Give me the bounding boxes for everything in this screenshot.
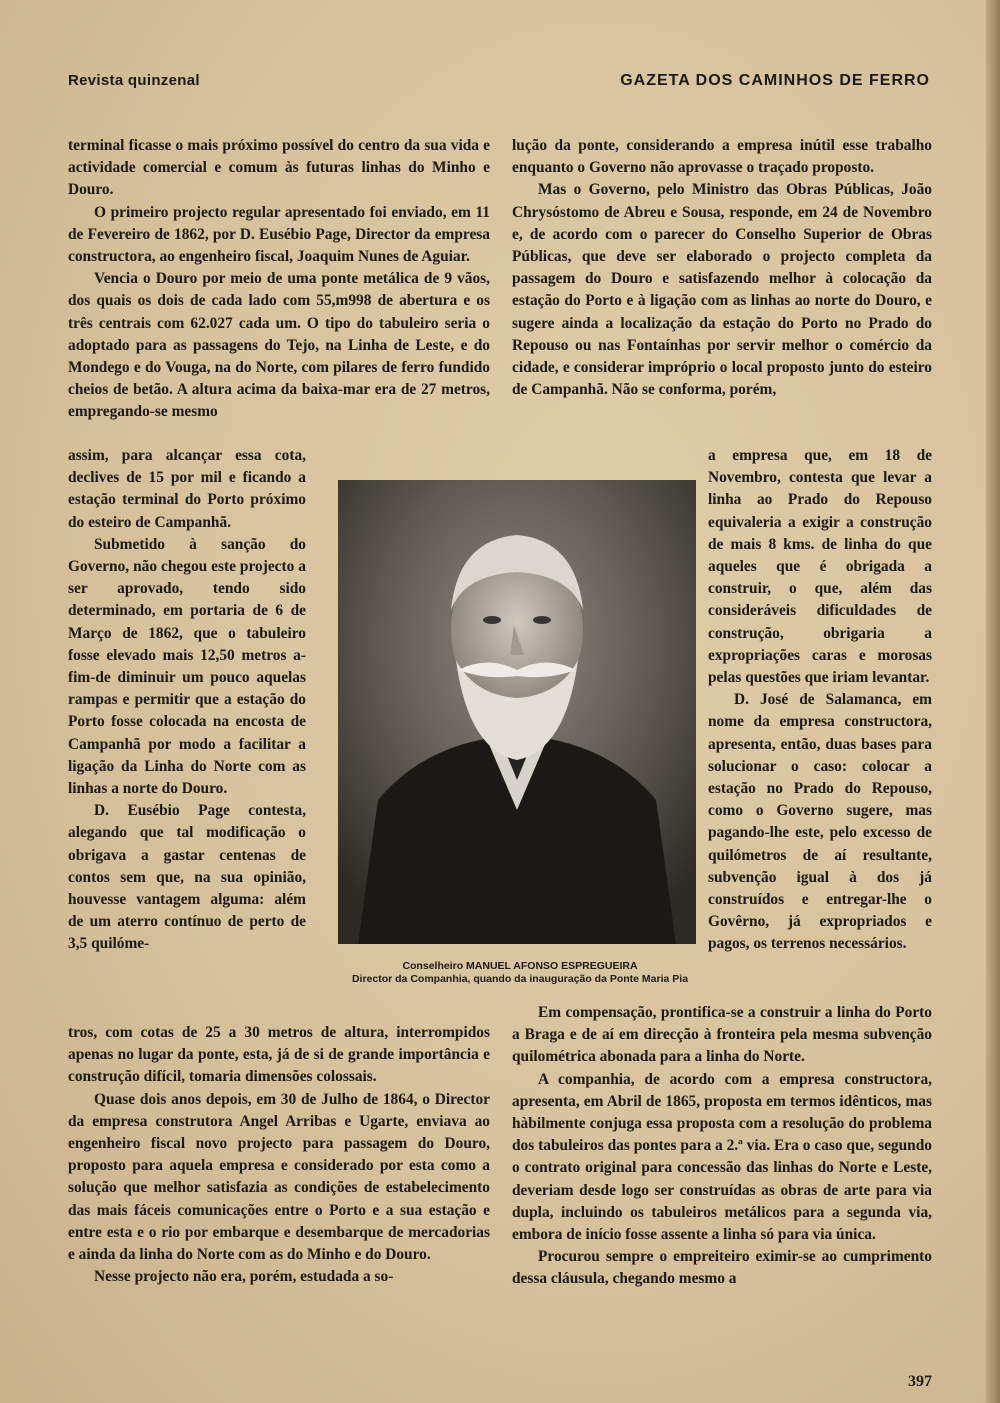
paragraph: Em compensação, prontifica-se a construir a linha do Porto a Braga e de aí em direcção à fronteira pela mesma subvenção quilométrica abonada para a linha do Norte. [512, 1004, 932, 1066]
paragraph: Procurou sempre o empreiteiro eximir-se ao cumprimento dessa cláusula, chegando mesmo a [512, 1248, 932, 1288]
photo-caption [300, 960, 740, 986]
running-header-left: Revista quinzenal [68, 72, 200, 89]
paragraph: a empresa que, em 18 de Novembro, contesta que levar a linha ao Prado do Repouso equivaleria a exigir a construção de mais 8 kms. de linha do que aqueles que é obrigada a construir, o que, além das consideráveis dificuldades de construção, obrigaria a expropriações caras e morosas pelas questões que iriam levantar. [708, 447, 932, 687]
caption-line-name: Conselheiro MANUEL AFONSO ESPREGUEIRA [402, 960, 638, 972]
right-column-wrap [708, 445, 932, 956]
caption-line-title: Director da Companhia, quando da inauguração da Ponte Maria Pia [351, 973, 689, 985]
left-column-top [68, 135, 490, 424]
paragraph: lução da ponte, considerando a empresa inútil esse trabalho enquanto o Governo não aprovasse o traçado proposto. [512, 137, 932, 177]
paragraph: O primeiro projecto regular apresentado foi enviado, em 11 de Fevereiro de 1862, por D. Eusébio Page, Director da empresa constructora, ao engenheiro fiscal, Joaquim Nunes de Aguiar. [68, 203, 490, 266]
left-column-wrap [68, 445, 306, 956]
paragraph: D. Eusébio Page contesta, alegando que tal modificação o obrigava a gastar centenas de contos sem que, na sua opinião, houvesse vantagem alguma: além de um aterro contínuo de perto de 3,5 quilóme- [68, 802, 306, 953]
page-spine-shadow [986, 0, 1000, 1403]
paragraph: Submetido à sanção do Governo, não chegou este projecto a ser aprovado, tendo sido determinado, em portaria de 6 de Março de 1862, que o tabuleiro fosse elevado mais 12,50 metros a-fim-de diminuir um pouco aquelas rampas e permitir que a estação do Porto fosse colocada na encosta de Campanhã por modo a facilitar a ligação da Linha do Norte com as linhas a norte do Douro. [68, 535, 306, 798]
paragraph: Nesse projecto não era, porém, estudada a so- [94, 1268, 394, 1286]
paragraph: assim, para alcançar essa cota, declives de 15 por mil e ficando a estação terminal do Porto próximo do esteiro de Campanhã. [68, 447, 306, 531]
paragraph: D. José de Salamanca, em nome da empresa constructora, apresenta, então, duas bases para solucionar o caso: colocar a estação no Prado do Repouso, como o Governo sugere, mas pagando-lhe este, pelo excesso de quilómetros de aí resultante, subvenção igual à dos já construídos e entregar-lhe o Govêrno, já expropriados e pagos, os terrenos necessários. [708, 691, 932, 953]
paragraph: A companhia, de acordo com a empresa constructora, apresenta, em Abril de 1865, proposta em termos idênticos, mas hàbilmente conjuga essa proposta com a resolução do problema dos tabuleiros das pontes para a 2.ª via. Era o caso que, segundo o contrato original para concessão das linhas do Norte e Leste, deveriam desde logo ser construídas as obras de arte para via dupla, incluindo os tabuleiros metálicos para a segunda via, embora de início fosse assente a linha só para via única. [512, 1070, 932, 1244]
page-number: 397 [908, 1373, 932, 1390]
portrait-photo [338, 480, 696, 944]
paragraph: tros, com cotas de 25 a 30 metros de altura, interrompidos apenas no lugar da ponte, esta, já de si de grande importância e construção difícil, tomaria dimensões colossais. [68, 1024, 490, 1086]
paragraph: Quase dois anos depois, em 30 de Julho de 1864, o Director da empresa construtora Angel Arribas e Ugarte, enviava ao engenheiro fiscal novo projecto para passagem do Douro, proposto para aquela empresa e considerado por esta como a solução que melhor satisfazia as condições de estabelecimento das mais fáceis comunicações entre o Porto e a sua estação e entre esta e o rio por embarque e desembarque de mercadorias e ainda da linha do Norte com as do Minho e do Douro. [68, 1090, 490, 1264]
paragraph: Mas o Governo, pelo Ministro das Obras Públicas, João Chrysóstomo de Abreu e Sousa, responde, em 24 de Novembro e, de acordo com o parecer do Conselho Superior de Obras Públicas, que deve ser elaborado o projecto completa da passagem do Douro e satisfazendo melhor à colocação da estação do Porto e à ligação com as linhas ao norte do Douro, e sugere ainda a localização da estação do Porto no Prado do Repouso ou nas Fontaínhas por servir melhor o comércio da cidade, e considerar impróprio o local proposto junto do esteiro de Campanhã. Não se conforma, porém, [512, 181, 932, 399]
running-header-right: GAZETA DOS CAMINHOS DE FERRO [620, 72, 930, 89]
right-column-bottom [512, 1002, 932, 1291]
left-column-bottom [68, 1022, 490, 1288]
right-column-top [512, 135, 932, 401]
paragraph: Vencia o Douro por meio de uma ponte metálica de 9 vãos, dos quais os dois de cada lado com 55,m998 de abertura e os três centrais com 62.027 cada um. O tipo do tabuleiro seria o adoptado para as passagens do Tejo, na Linha de Leste, e do Mondego e do Vouga, na do Norte, com pilares de ferro fundido cheios de betão. A altura acima da baixa-mar era de 27 metros, empregando-se mesmo [68, 270, 490, 421]
paragraph: terminal ficasse o mais próximo possível do centro da sua vida e actividade comercial e comum às futuras linhas do Minho e Douro. [68, 137, 490, 199]
